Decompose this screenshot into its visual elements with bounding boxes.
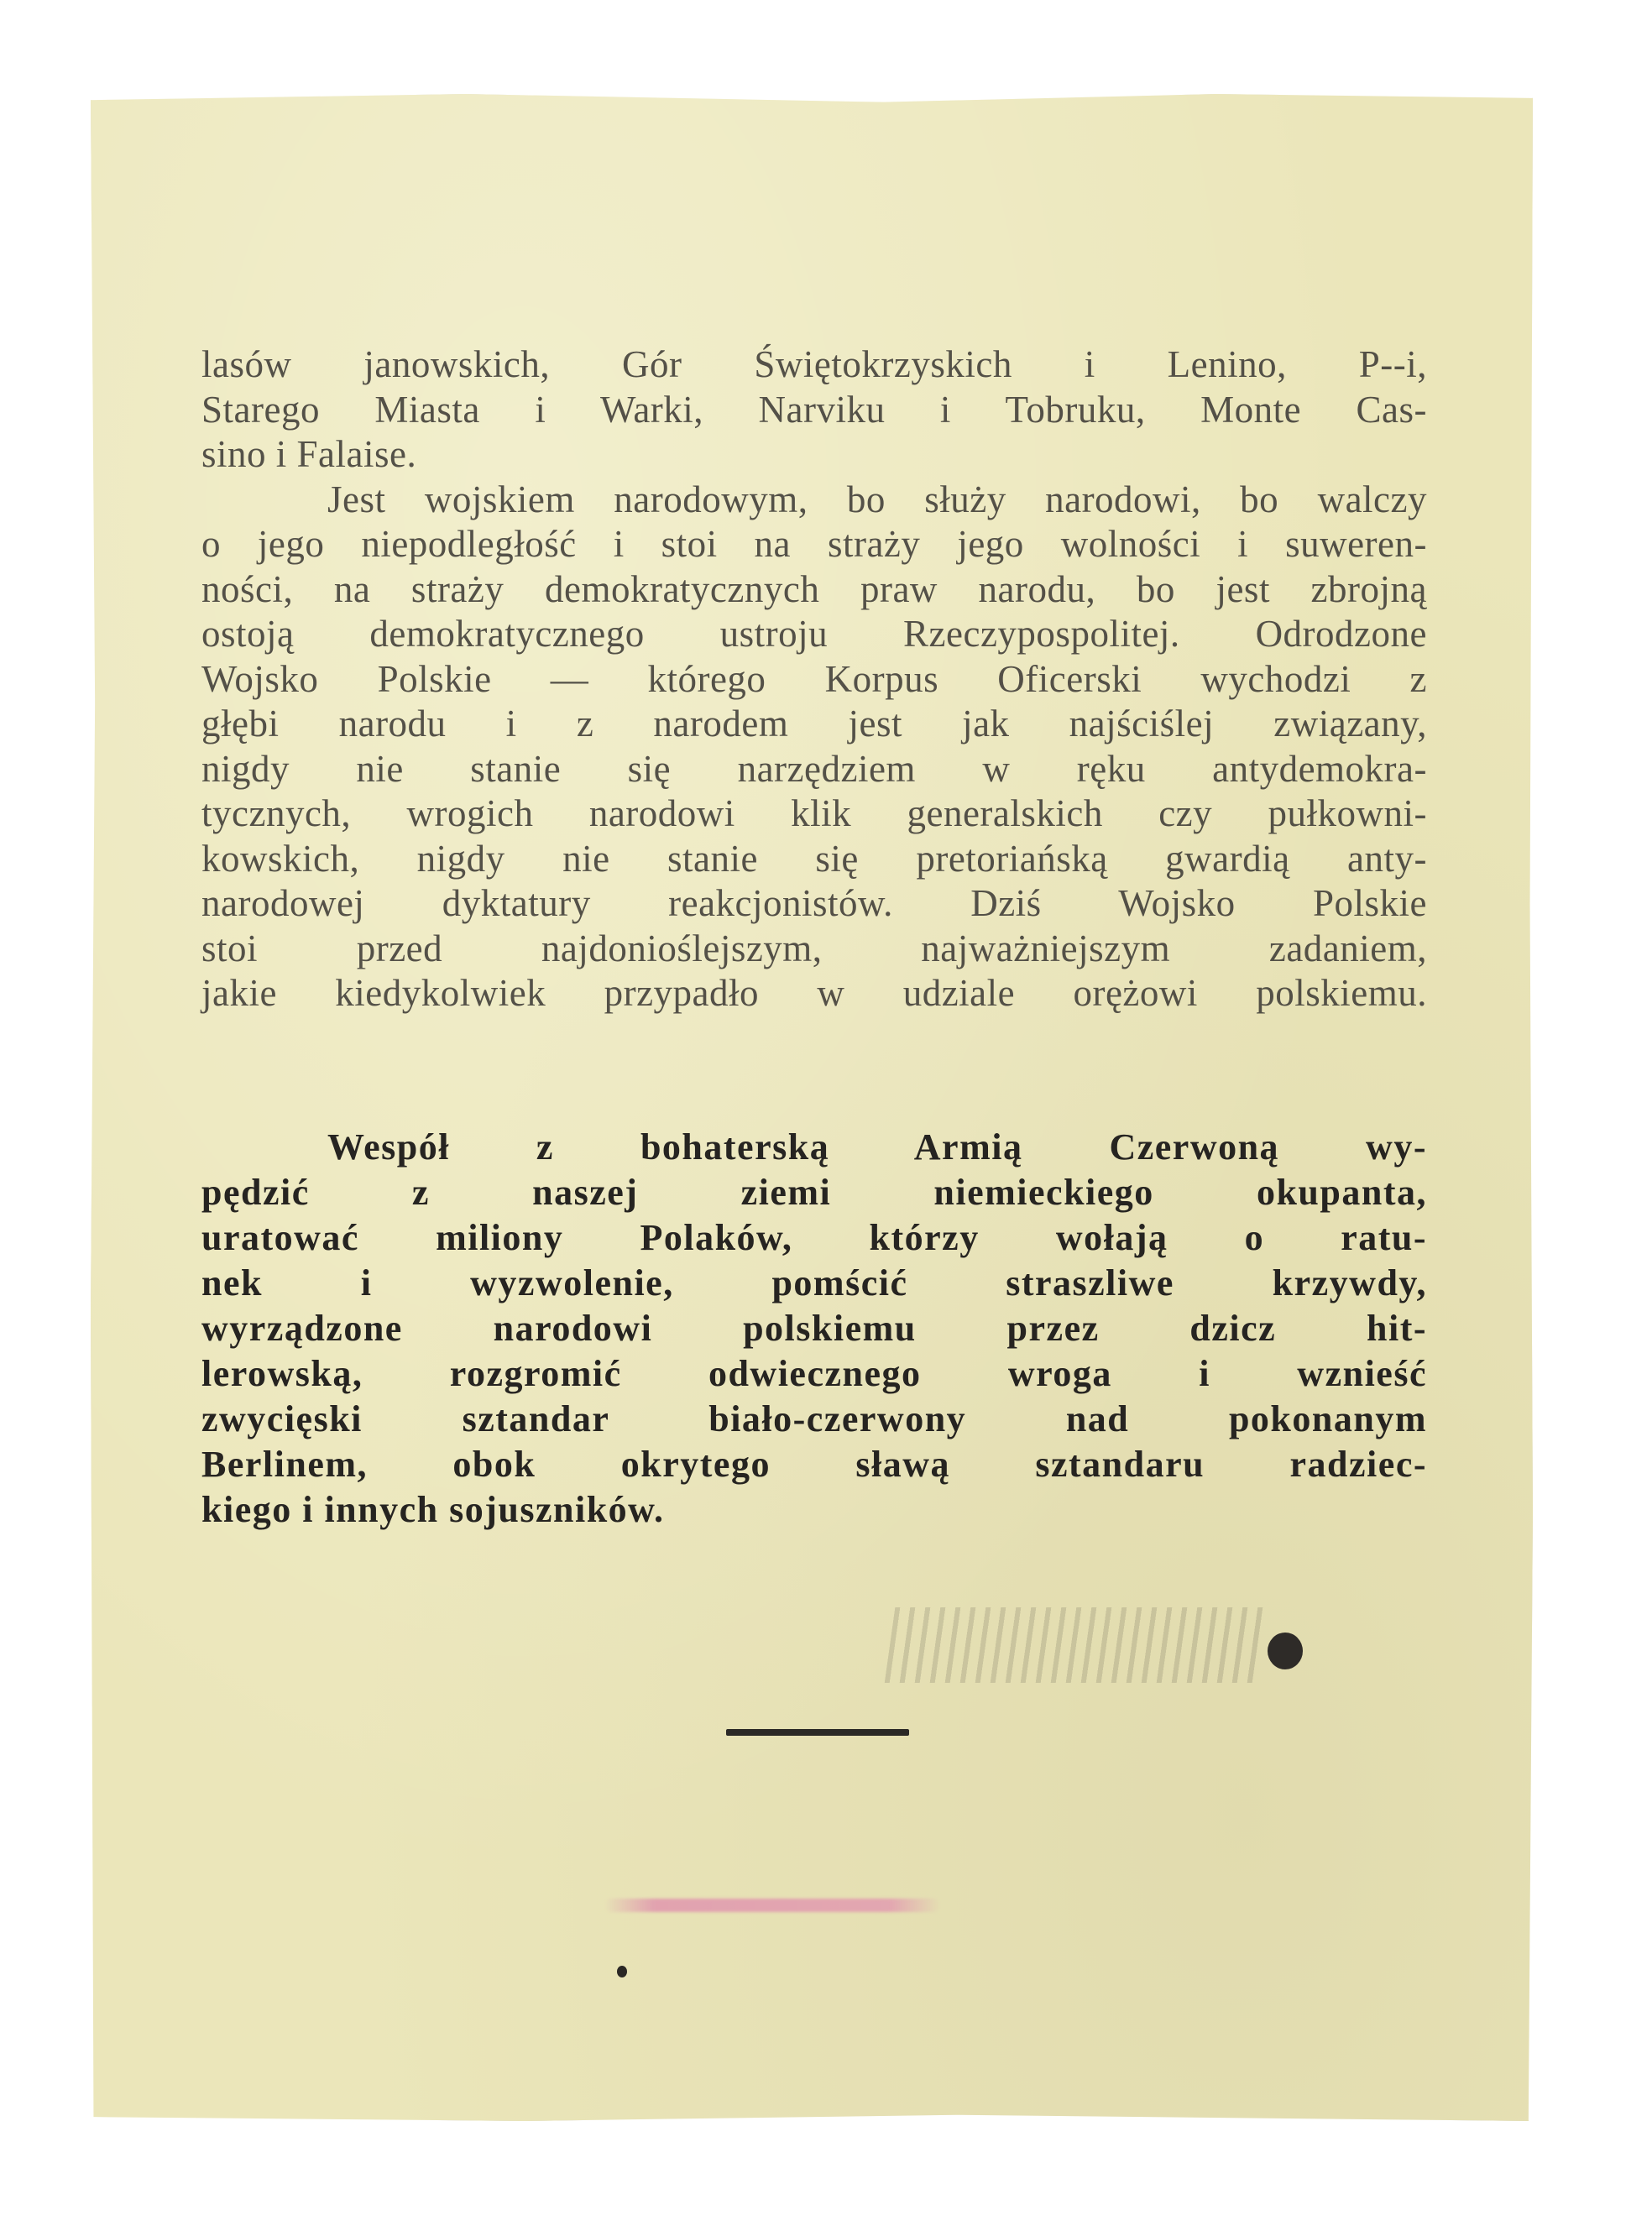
text-line: nigdy nie stanie się narzędziem w ręku antydemokra- [201,747,1427,790]
text-line: ności, na straży demokratycznych praw narodu, bo jest zbrojną [201,567,1427,610]
ink-speck [617,1966,627,1977]
bold-line: lerowską, rozgromić odwiecznego wroga i wznieść [201,1353,1427,1394]
text-line: narodowej dyktatury reakcjonistów. Dziś Wojsko Polskie [201,882,1427,924]
bold-appeal [201,1125,1427,1533]
text-line: tycznych, wrogich narodowi klik generalskich czy pułkowni- [201,792,1427,834]
text-line: sino i Falaise. [201,433,417,475]
divider-rule [726,1729,909,1736]
text-line: Wojsko Polskie — którego Korpus Oficerski wychodzi z [201,657,1427,700]
pink-stain [604,1899,940,1912]
bold-line: Wespół z bohaterską Armią Czerwoną wy- [327,1126,1427,1168]
text-line: jakie kiedykolwiek przypadło w udziale orężowi polskiemu. [201,972,1427,1014]
bold-line: pędzić z naszej ziemi niemieckiego okupanta, [201,1172,1427,1213]
text-line: o jego niepodległość i stoi na straży jego wolności i suweren- [201,523,1427,565]
text-line: ostoją demokratycznego ustroju Rzeczypospolitej. Odrodzone [201,613,1427,655]
text-line: stoi przed najdonioślejszym, najważniejszym zadaniem, [201,927,1427,969]
text-line: głębi narodu i z narodem jest jak najściślej związany, [201,703,1427,744]
bold-line: wyrządzone narodowi polskiemu przez dzicz hit- [201,1308,1427,1349]
body-paragraphs [201,342,1427,1016]
text-line: Jest wojskiem narodowym, bo służy narodowi, bo walczy [327,478,1427,520]
bold-line: nek i wyzwolenie, pomścić straszliwe krzywdy, [201,1262,1427,1303]
text-line: kowskich, nigdy nie stanie się pretoriańską gwardią anty- [201,837,1427,880]
bold-line: uratować miliony Polaków, którzy wołają o ratu- [201,1217,1427,1258]
bold-line: kiego i innych sojuszników. [201,1489,665,1530]
ink-blot [1268,1633,1303,1669]
text-line: Starego Miasta i Warki, Narviku i Tobruku, Monte Cas- [201,388,1427,431]
bold-line: Berlinem, obok okrytego sławą sztandaru radziec- [201,1444,1427,1485]
bold-line: zwycięski sztandar biało-czerwony nad pokonanym [201,1398,1427,1439]
faded-ink-mark [885,1607,1265,1683]
text-line: lasów janowskich, Gór Świętokrzyskich i Lenino, P--i, [201,343,1427,385]
